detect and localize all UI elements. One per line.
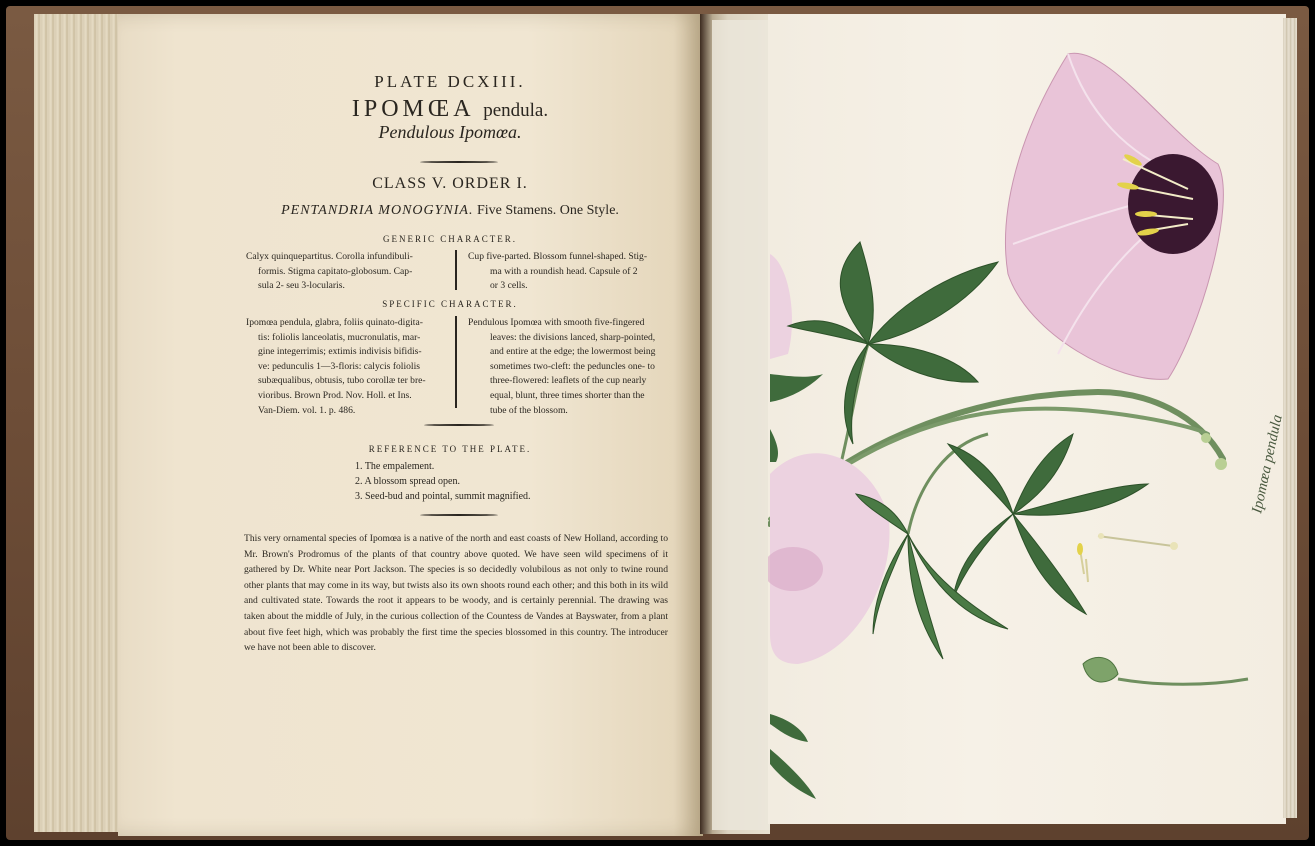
specific-english-column [468,316,673,418]
stem-tip [1201,433,1211,443]
text-line: vioribus. Brown Prod. Nov. Holl. et Ins. [258,389,412,401]
specific-character-heading: SPECIFIC CHARACTER. [382,299,518,309]
reference-heading: REFERENCE TO THE PLATE. [368,444,532,454]
generic-english-column [468,250,673,294]
column-divider [455,316,457,408]
text-line: leaves: the divisions lanced, sharp-pointed, [490,331,656,343]
text-line: tube of the blossom. [490,404,568,416]
botanical-illustration [768,14,1286,824]
detail-pistil [1098,533,1178,550]
text-line: subæqualibus, obtusis, tubo corollæ ter bre- [258,375,426,387]
list-item: 1. The empalement. [355,461,435,472]
text-line: Van-Diem. vol. 1. p. 486. [258,404,356,416]
leaf [770,374,823,402]
plate-number: PLATE DCXIII. [374,72,526,91]
text-line: and entire at the edge; the lowermost being [490,346,656,358]
text-line: Pendulous Ipomœa with smooth five-fingered [468,317,645,328]
linnaean-system [230,203,670,219]
class-order: CLASS V. ORDER I. [372,175,528,192]
text-line: Ipomœa pendula, glabra, foliis quinato-digita- [246,317,423,328]
generic-latin-column [246,250,446,294]
plate-caption: Ipomœa pendula [1249,413,1286,515]
detail-calyx [1083,657,1248,684]
text-line: sula 2- seu 3-locularis. [258,280,345,292]
text-line: ma with a roundish head. Capsule of 2 [490,265,638,277]
leaf-cluster [948,434,1148,614]
text-line: gine integerrimis; extimis indivisis bifidis- [258,346,422,358]
text-line: three-flowered: leaflets of the cup nearly [490,375,647,387]
flower-partial-top [770,254,792,359]
column-divider [455,250,457,290]
leaf [770,714,808,742]
tissue-guard [712,20,770,830]
specific-latin-column [246,316,451,418]
body-paragraph: This very ornamental species of Ipomœa is a native of the north and east coasts of New Holland, according to Mr. Brown's Prodromus of the plants of that country above quoted. We have seen wild specimens of it gathered by Dr. White near Port Jackson. The species is so decidedly volubilous as not only to twine round other plants that may come in its way, but twists also its own shoots round each other; and this both in its wild and cultivated state. Towards the root it appears to be woody, and is certainly perennial. The drawing was taken about the middle of July, in the curious collection of the Countess de Vandes at Bayswater, from a plant about five feet high, which was probably the first time the species blossomed in this country. The introducer we have not been able to discover. [244,533,668,654]
ornamental-rule [420,514,498,516]
reference-list [355,459,531,504]
list-item: 3. Seed-bud and pointal, summit magnified. [355,491,531,502]
text-line: sometimes two-cleft: the peduncles one- to [490,360,655,372]
generic-character-heading: GENERIC CHARACTER. [382,234,517,244]
common-name: Pendulous Ipomœa. [378,122,522,142]
text-line: ve: pedunculis 1—3-floris: calycis foliolis [258,360,420,372]
flower-upper [1006,53,1224,379]
text-line: or 3 cells. [490,280,528,292]
system-latin: PENTANDRIA MONOGYNIA. [281,203,474,218]
page-edges-left [34,14,130,832]
stem [908,434,988,534]
text-line: equal, blunt, three times shorter than the [490,389,645,401]
leaf [770,429,778,462]
stem-tip [1215,458,1227,470]
leaf [770,749,816,799]
text-line: Calyx quinquepartitus. Corolla infundibuli- [246,251,413,262]
species-name: pendula. [483,100,549,121]
system-english: Five Stamens. One Style. [476,203,619,218]
text-line: formis. Stigma capitato-globosum. Cap- [258,265,413,277]
ornamental-rule [420,161,498,163]
text-line: Cup five-parted. Blossom funnel-shaped. Stig- [468,251,648,262]
text-line: tis: foliolis lanceolatis, mucronulatis, mar- [258,331,421,343]
list-item: 2. A blossom spread open. [355,476,460,487]
detail-stamens [1077,543,1088,582]
plant-name [250,96,650,123]
ornamental-rule [424,424,494,426]
genus-name: IPOMŒA [351,96,474,122]
